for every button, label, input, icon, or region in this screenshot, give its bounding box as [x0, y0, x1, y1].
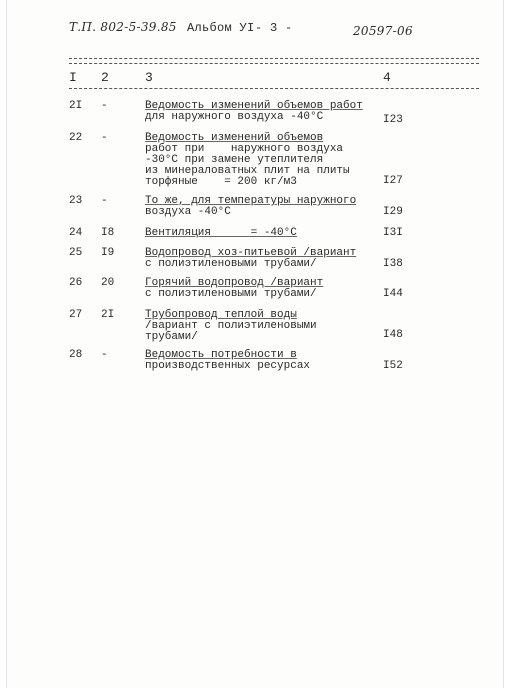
- row-line: Вентиляция = -40°С: [145, 227, 297, 239]
- top-rule: [69, 58, 479, 59]
- row-line: с полиэтиленовыми трубами/: [145, 258, 317, 270]
- top-rule-2: [69, 63, 479, 64]
- row-title: [145, 133, 377, 188]
- row-ref: -: [101, 349, 108, 361]
- row-number: 22: [69, 132, 83, 144]
- row-line: производственных ресурсах: [145, 360, 311, 372]
- row-line: -30°С при замене утеплителя: [145, 154, 324, 166]
- row-number: 28: [69, 349, 83, 361]
- row-page: I48: [383, 329, 403, 341]
- row-page: I52: [383, 360, 403, 372]
- row-line: Водопровод хоз-питьевой /вариант: [145, 247, 357, 259]
- row-page: I23: [383, 114, 403, 126]
- row-ref: -: [101, 132, 108, 144]
- row-title: [145, 350, 377, 372]
- row-line: Ведомость потребности в: [145, 349, 297, 361]
- row-title: [145, 278, 377, 300]
- row-title: [145, 248, 377, 270]
- row-line: То же, для температуры наружного: [145, 195, 357, 207]
- row-number: 26: [69, 277, 83, 289]
- column-header-2: 2: [101, 70, 109, 85]
- row-line: с полиэтиленовыми трубами/: [145, 288, 317, 300]
- row-line: Горячий водопровод /вариант: [145, 277, 324, 289]
- row-line: из минераловатных плит на плиты: [145, 165, 350, 177]
- header-rule: [69, 88, 479, 89]
- project-code: Т.П. 802-5-39.85: [69, 20, 177, 34]
- row-line: для наружного воздуха -40°С: [145, 111, 324, 123]
- row-number: 25: [69, 247, 83, 259]
- row-line: Трубопровод теплой воды: [145, 309, 297, 321]
- row-page: I29: [383, 206, 403, 218]
- row-page: I44: [383, 288, 403, 300]
- row-number: 2I: [69, 100, 83, 112]
- row-line: /вариант с полиэтиленовыми: [145, 320, 317, 332]
- row-line: работ при наружного воздуха: [145, 143, 344, 155]
- row-ref: 20: [101, 277, 115, 289]
- sheet-number: - 3 -: [255, 21, 293, 35]
- column-header-3: 3: [145, 70, 153, 85]
- row-line: трубами/: [145, 331, 198, 343]
- album-label: Альбом УI: [187, 21, 255, 35]
- row-line: Ведомость изменений объемов работ: [145, 100, 363, 112]
- row-number: 24: [69, 227, 83, 239]
- document-number: 20597-06: [353, 24, 413, 38]
- row-ref: I9: [101, 247, 115, 259]
- row-title: [145, 228, 377, 239]
- row-ref: 2I: [101, 309, 115, 321]
- row-number: 27: [69, 309, 83, 321]
- row-line: торфяные = 200 кг/м3: [145, 176, 297, 188]
- row-ref: -: [101, 100, 108, 112]
- row-ref: I8: [101, 227, 115, 239]
- column-header-4: 4: [383, 70, 391, 85]
- document-page: [6, 0, 504, 688]
- row-line: Ведомость изменений объемов: [145, 132, 324, 144]
- row-title: [145, 196, 377, 218]
- row-number: 23: [69, 195, 83, 207]
- row-line: воздуха -40°С: [145, 206, 231, 218]
- row-page: I27: [383, 175, 403, 187]
- row-page: I3I: [383, 227, 403, 239]
- row-title: [145, 101, 377, 123]
- column-header-1: I: [69, 70, 77, 85]
- row-ref: -: [101, 195, 108, 207]
- row-page: I38: [383, 258, 403, 270]
- row-title: [145, 310, 377, 343]
